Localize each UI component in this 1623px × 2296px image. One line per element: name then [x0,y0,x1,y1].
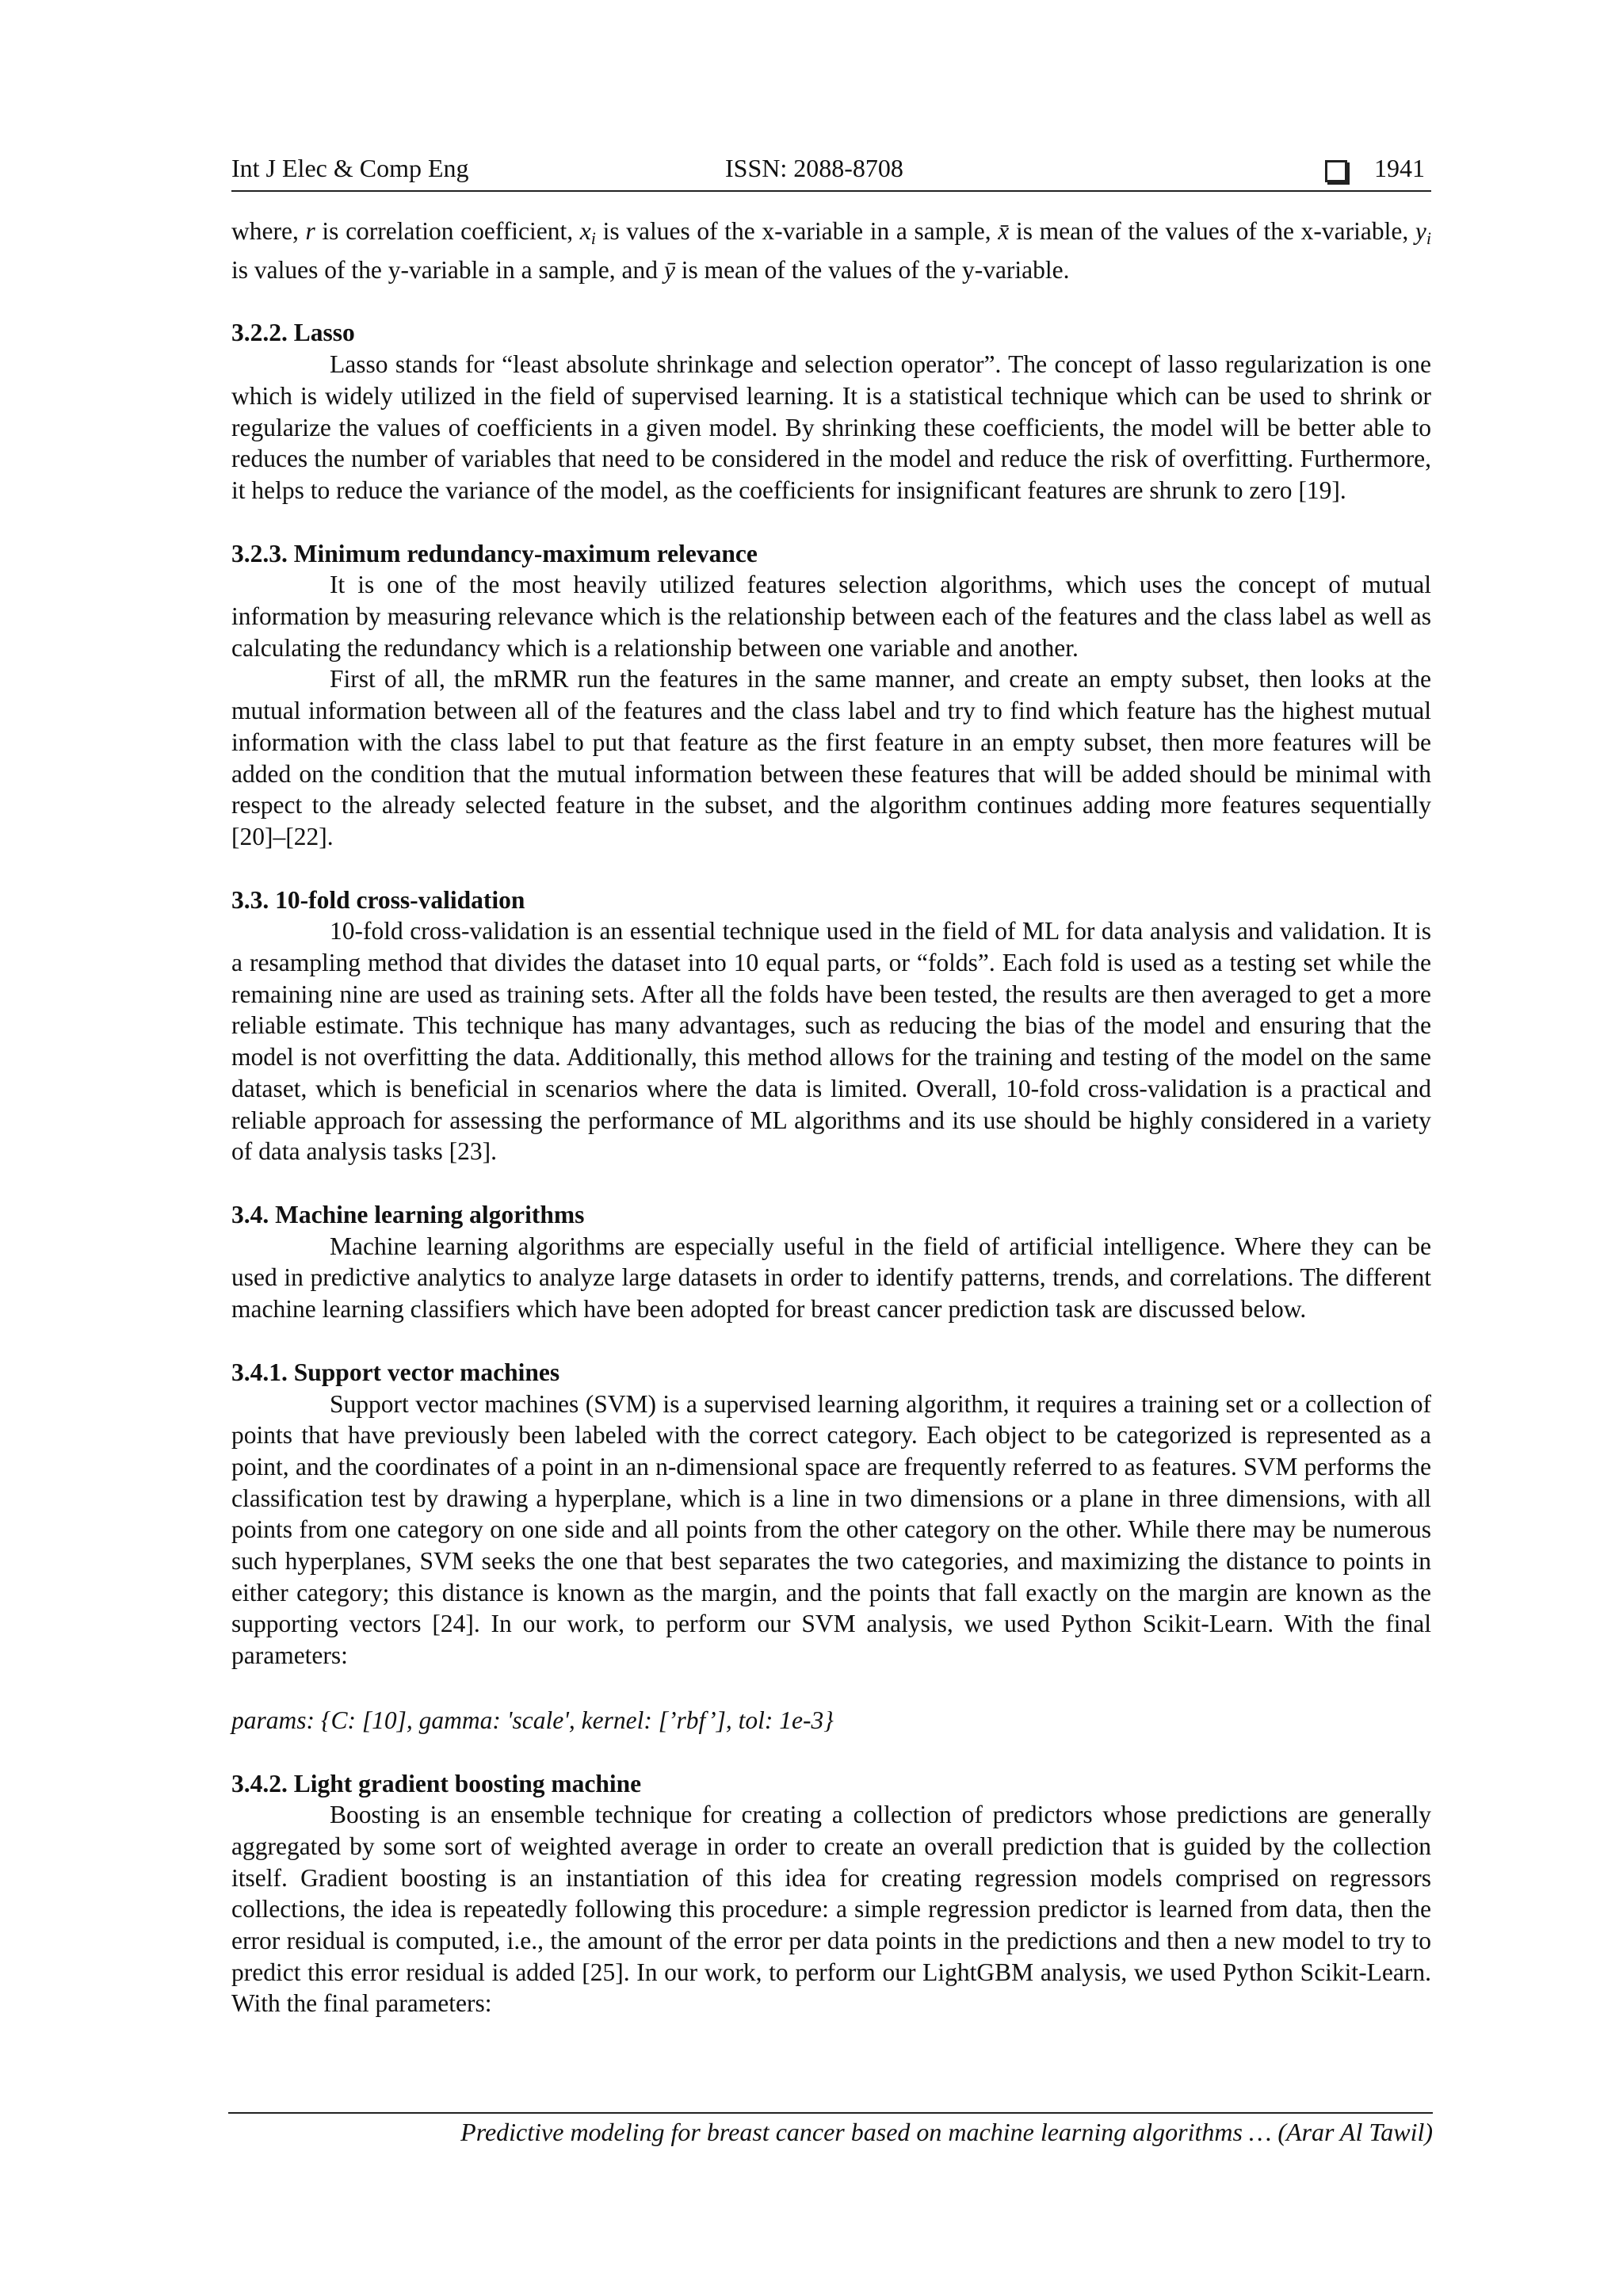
page-header [231,154,1431,192]
footer-rule [228,2112,1433,2114]
issn: ISSN: 2088-8708 [725,154,903,182]
square-icon [1325,160,1347,182]
heading-cross-validation: 3.3. 10-fold cross-validation [231,885,525,914]
article-body [231,216,1431,2019]
paragraph-cross-validation: 10-fold cross-validation is an essential technique used in the field of ML for data analysis and validation. It is a resampling method that divides the dataset into 10 equal parts, or “folds”. Each fold is used as a testing set while the remaining nine are used as training sets. After all the folds have been tested, the results are then averaged to get a more reliable estimate. This technique has many advantages, such as reducing the bias of the model and ensuring that the model is not overfitting the data. Additionally, this method allows for the training and testing of the model on the same dataset, which is beneficial in scenarios where the data is limited. Overall, 10-fold cross-validation is a practical and reliable approach for assessing the performance of ML algorithms and its use should be highly considered in a variety of data analysis tasks [23]. [231,917,1431,1166]
heading-lasso: 3.2.2. Lasso [231,319,355,347]
equation-variable-description: where, r is correlation coefficient, $x_i$ is values of the x-variable in a sample, x̄ is mean of the values of the x-variable, $y_i$ is values of the y-variable in a sample, and ȳ is mean of the values of the y-variable. [231,217,1432,284]
math-x: x [579,217,591,245]
heading-lightgbm: 3.4.2. Light gradient boosting machine [231,1769,642,1797]
math-y: y [1415,217,1426,245]
heading-svm: 3.4.1. Support vector machines [231,1358,560,1386]
math-xbar: x̄ [998,217,1010,245]
paragraph-lightgbm: Boosting is an ensemble technique for creating a collection of predictors whose predictions are generally aggregated by some sort of weighted average in order to create an overall prediction that is guided by the collection itself. Gradient boosting is an instantiation of this idea for creating regression models comprised on regressors collections, the idea is repeatedly following this procedure: a simple regression predictor is learned from data, then the error residual is computed, i.e., the amount of the error per data points in the predictions and then a new model to try to predict this error residual is added [25]. In our work, to perform our LightGBM analysis, we used Python Scikit-Learn. With the final parameters: [231,1801,1431,2018]
page-footer: Predictive modeling for breast cancer based on machine learning algorithms … (Arar Al Tawil) [460,2118,1433,2146]
paragraph-mrmr-1: It is one of the most heavily utilized features selection algorithms, which uses the concept of mutual information by measuring relevance which is the relationship between each of the features and the class label as well as calculating the redundancy which is a relationship between one variable and another. [231,571,1431,662]
journal-name: Int J Elec & Comp Eng [231,154,469,182]
heading-mrmr: 3.2.3. Minimum redundancy-maximum relevance [231,539,758,567]
svm-params: params: {C: [10], gamma: 'scale', kernel: [’rbf’], tol: 1e-3} [231,1706,834,1734]
paragraph-svm: Support vector machines (SVM) is a supervised learning algorithm, it requires a training set or a collection of points that have previously been labeled with the correct category. Each object to be categorized is represented as a point, and the coordinates of a point in an n-dimensional space are frequently referred to as features. SVM performs the classification test by drawing a hyperplane, which is a line in two dimensions or a plane in three dimensions, with all points from one category on one side and all points from the other category on the other. While there may be numerous such hyperplanes, SVM seeks the one that best separates the two categories, and maximizing the distance to points in either category; this distance is known as the margin, and the points that fall exactly on the margin are known as the supporting vectors [24]. In our work, to perform our SVM analysis, we used Python Scikit-Learn. With the final parameters: [231,1389,1431,1670]
page-number: 1941 [1374,154,1425,182]
paragraph-ml-algorithms: Machine learning algorithms are especially useful in the field of artificial intelligence. Where they can be used in predictive analytics to analyze large datasets in order to identify patterns, trends, and correlations. The different machine learning classifiers which have been adopted for breast cancer prediction task are discussed below. [231,1232,1431,1324]
math-r: r [305,217,315,245]
heading-ml-algorithms: 3.4. Machine learning algorithms [231,1200,585,1228]
paragraph-lasso: Lasso stands for “least absolute shrinkage and selection operator”. The concept of lasso regularization is one which is widely utilized in the field of supervised learning. It is a statistical technique which can be used to shrink or regularize the values of coefficients in a given model. By shrinking these coefficients, the model will be better able to reduces the number of variables that need to be considered in the model and reduce the risk of overfitting. Furthermore, it helps to reduce the variance of the model, as the coefficients for insignificant features are shrunk to zero [19]. [231,350,1431,504]
paragraph-mrmr-2: First of all, the mRMR run the features in the same manner, and create an empty subset, then looks at the mutual information between all of the features and the class label and try to find which feature has the highest mutual information with the class label to put that feature as the first feature in an empty subset, then more features will be added on the condition that the mutual information between these features that will be added should be minimal with respect to the already selected feature in the subset, and the algorithm continues adding more features sequentially [20]–[22]. [231,665,1431,850]
math-ybar: ȳ [663,255,675,284]
